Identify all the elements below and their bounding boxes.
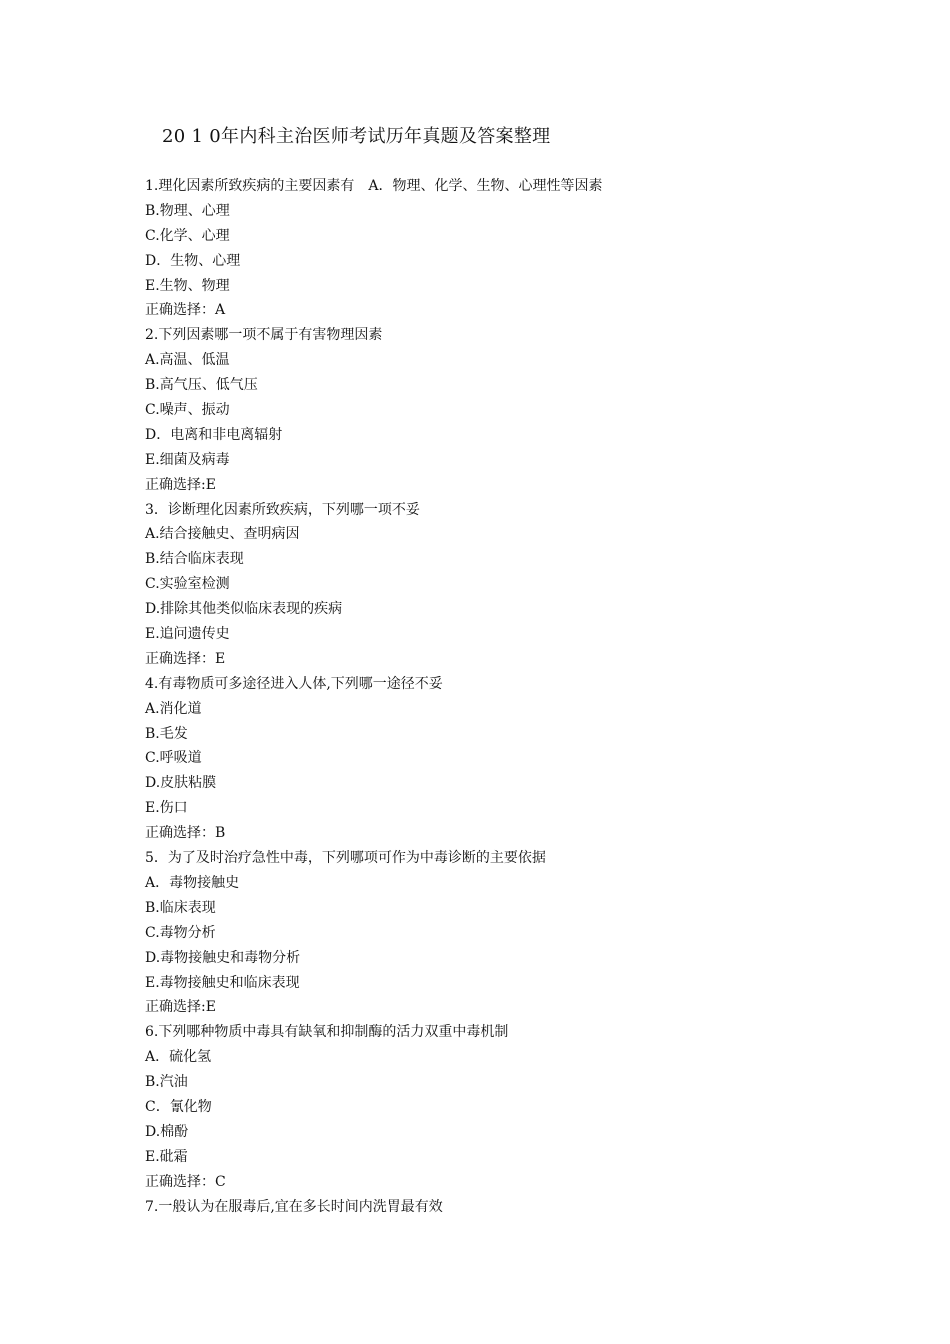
text-line: B.高气压、低气压 xyxy=(145,377,258,394)
text-line: B.毛发 xyxy=(145,725,188,742)
question-list xyxy=(145,174,905,1219)
text-line: C.实验室检测 xyxy=(145,576,230,593)
text-line: E.毒物接触史和临床表现 xyxy=(145,974,300,991)
text-line: C.噪声、振动 xyxy=(145,402,230,419)
text-line: 5．为了及时治疗急性中毒，下列哪项可作为中毒诊断的主要依据 xyxy=(145,850,546,867)
text-line: B.物理、心理 xyxy=(145,202,230,219)
text-line: A.高温、低温 xyxy=(145,352,230,369)
text-line: 4.有毒物质可多途径进入人体,下列哪一途径不妥 xyxy=(145,675,443,692)
text-line: C.毒物分析 xyxy=(145,924,216,941)
text-line: C.化学、心理 xyxy=(145,227,230,244)
text-line: D.皮肤粘膜 xyxy=(145,775,217,792)
text-line: 7.一般认为在服毒后,宜在多长时间内洗胃最有效 xyxy=(145,1198,443,1215)
text-line: C.呼吸道 xyxy=(145,750,202,767)
text-line: D.毒物接触史和毒物分析 xyxy=(145,949,301,966)
text-line: 1.理化因素所致疾病的主要因素有 A．物理、化学、生物、心理性等因素 xyxy=(145,178,603,194)
text-line: B.临床表现 xyxy=(145,899,216,916)
text-line: C．氰化物 xyxy=(145,1098,212,1115)
text-line: 正确选择：A xyxy=(145,302,226,319)
text-line: A．毒物接触史 xyxy=(145,874,240,891)
text-line: B.结合临床表现 xyxy=(145,551,244,568)
text-line: E.伤口 xyxy=(145,800,188,817)
text-line: E.追问遗传史 xyxy=(145,626,230,643)
text-line: 正确选择：C xyxy=(145,1173,226,1190)
text-line: E.细菌及病毒 xyxy=(145,451,230,468)
text-line: 正确选择:E xyxy=(145,999,216,1016)
page-title: 20 1 0年内科主治医师考试历年真题及答案整理 xyxy=(162,126,551,147)
text-line: 正确选择：B xyxy=(145,825,226,842)
text-line: 正确选择：E xyxy=(145,650,226,667)
text-line: E.生物、物理 xyxy=(145,277,230,294)
text-line: A.消化道 xyxy=(145,700,202,717)
text-line: 6.下列哪种物质中毒具有缺氧和抑制酶的活力双重中毒机制 xyxy=(145,1024,509,1041)
text-line: 2.下列因素哪一项不属于有害物理因素 xyxy=(145,327,383,344)
text-line: D.排除其他类似临床表现的疾病 xyxy=(145,601,343,618)
text-line: 正确选择:E xyxy=(145,476,216,493)
text-line: D．电离和非电离辐射 xyxy=(145,426,283,443)
text-line: A．硫化氢 xyxy=(145,1049,212,1066)
text-line: D.棉酚 xyxy=(145,1123,189,1140)
text-line: 3．诊断理化因素所致疾病，下列哪一项不妥 xyxy=(145,501,420,518)
text-line: A.结合接触史、查明病因 xyxy=(145,526,300,543)
text-line: B.汽油 xyxy=(145,1074,188,1091)
text-line: D．生物、心理 xyxy=(145,252,241,269)
text-line: E.砒霜 xyxy=(145,1148,188,1165)
